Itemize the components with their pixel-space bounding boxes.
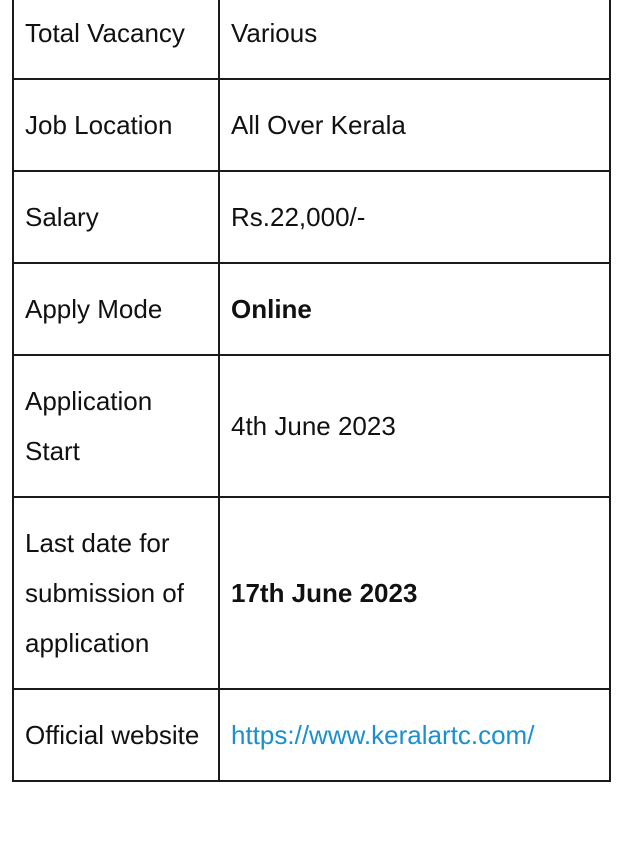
application-start-value: 4th June 2023 [219, 355, 610, 497]
official-website-label: Official website [13, 689, 219, 781]
table-row-official-website [13, 689, 610, 781]
table-row-salary [13, 171, 610, 263]
job-location-value: All Over Kerala [219, 79, 610, 171]
table-row-apply-mode [13, 263, 610, 355]
table-row-application-start [13, 355, 610, 497]
salary-label: Salary [13, 171, 219, 263]
apply-mode-label: Apply Mode [13, 263, 219, 355]
last-date-label: Last date for submission of application [13, 497, 219, 689]
official-website-link[interactable]: https://www.keralartc.com/ [231, 720, 535, 750]
salary-value: Rs.22,000/- [219, 171, 610, 263]
job-location-label: Job Location [13, 79, 219, 171]
official-website-cell [219, 689, 610, 781]
table-row-job-location [13, 79, 610, 171]
table-row-last-date [13, 497, 610, 689]
job-details-table [12, 0, 611, 782]
last-date-value: 17th June 2023 [219, 497, 610, 689]
total-vacancy-value: Various [219, 0, 610, 79]
total-vacancy-label: Total Vacancy [13, 0, 219, 79]
application-start-label: Application Start [13, 355, 219, 497]
table-row-total-vacancy [13, 0, 610, 79]
apply-mode-value: Online [219, 263, 610, 355]
